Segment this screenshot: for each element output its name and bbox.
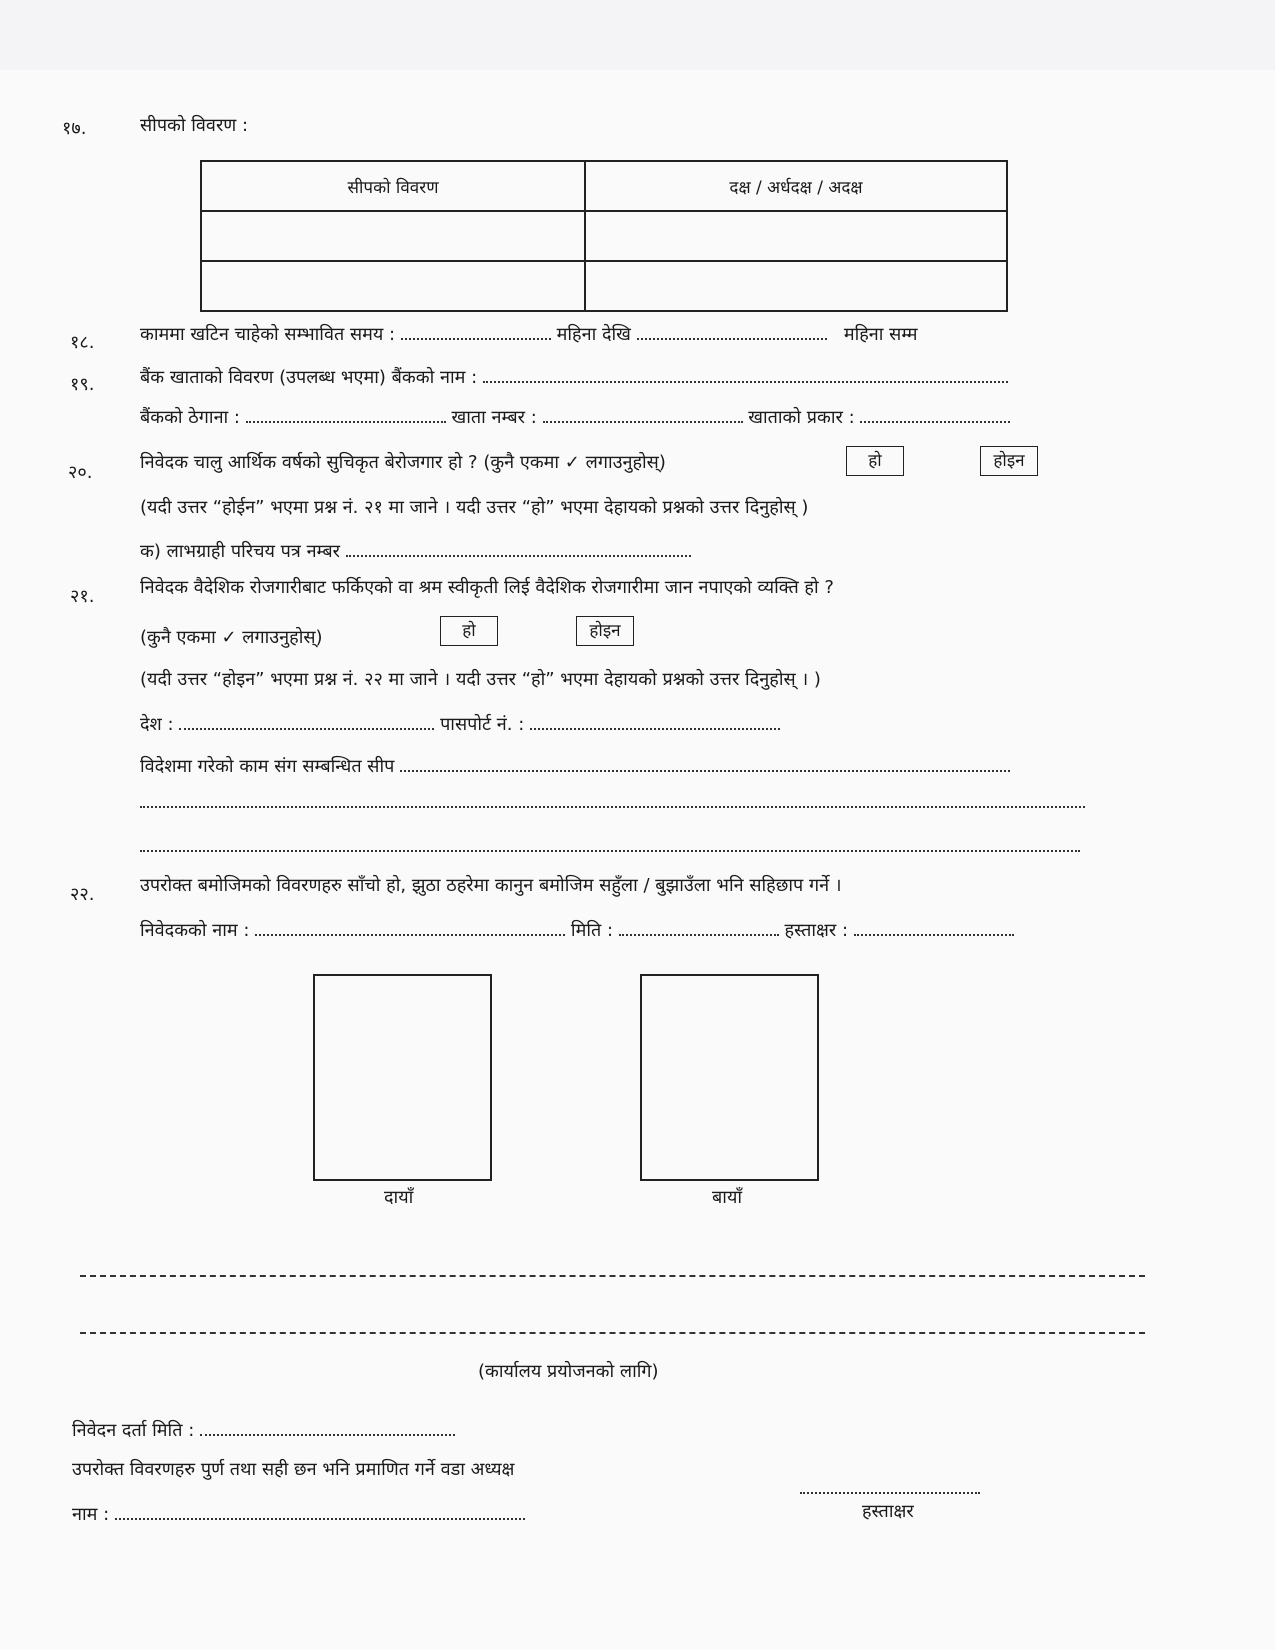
q21-note: (यदी उत्तर “होइन” भएमा प्रश्न नं. २२ मा जाने । यदी उत्तर “हो” भएमा देहायको प्रश्नको उत्तर दिनुहोस् । ) xyxy=(140,669,821,690)
q20-note: (यदी उत्तर “होईन” भएमा प्रश्न नं. २१ मा जाने । यदी उत्तर “हो” भएमा देहायको प्रश्नको उत्तर दिनुहोस् ) xyxy=(140,497,809,518)
separator-line xyxy=(80,1275,1145,1277)
signature-label: हस्ताक्षर : xyxy=(784,920,849,941)
passport-field[interactable] xyxy=(530,710,780,730)
signature-field[interactable] xyxy=(854,916,1014,936)
q20-number: २०. xyxy=(68,462,93,483)
q19-row1 xyxy=(140,363,1008,390)
q20-no-checkbox[interactable]: होइन xyxy=(980,446,1038,476)
registration-date-label: निवेदन दर्ता मिति : xyxy=(72,1420,195,1441)
proficiency-cell[interactable] xyxy=(585,261,1007,311)
separator-line xyxy=(80,1332,1145,1334)
foreign-skill-field[interactable] xyxy=(400,752,1010,772)
chair-name-row xyxy=(72,1500,525,1527)
account-type-field[interactable] xyxy=(860,403,1010,423)
account-type-label: खाताको प्रकार : xyxy=(748,407,855,428)
skill-table-header xyxy=(201,161,1007,211)
chair-signature-line[interactable] xyxy=(800,1492,980,1494)
foreign-skill-line-3[interactable] xyxy=(140,832,1080,852)
left-thumbprint-box[interactable] xyxy=(640,974,819,1181)
skill-header: सीपको विवरण xyxy=(201,161,585,211)
q18-label: काममा खटिन चाहेको सम्भावित समय : xyxy=(140,324,396,345)
q21-question: निवेदक वैदेशिक रोजगारीबाट फर्किएको वा श्रम स्वीकृती लिई वैदेशिक रोजगारीमा जान नपाएको व्यक्ति हो ? xyxy=(140,577,834,598)
skill-table xyxy=(200,160,1008,312)
q22-sign-row xyxy=(140,916,1014,943)
q20-question: निवेदक चालु आर्थिक वर्षको सुचिकृत बेरोजगार हो ? (कुनै एकमा ✓ लगाउनुहोस्) xyxy=(140,452,666,473)
q21-no-checkbox[interactable]: होइन xyxy=(576,616,634,646)
right-thumbprint-box[interactable] xyxy=(313,974,492,1181)
foreign-skill-line-2[interactable] xyxy=(140,788,1085,808)
passport-label: पासपोर्ट नं. : xyxy=(440,714,525,735)
skill-cell[interactable] xyxy=(201,211,585,261)
start-month-field[interactable] xyxy=(401,320,551,340)
date-label: मिति : xyxy=(570,920,614,941)
to-label: महिना सम्म xyxy=(843,324,918,345)
bank-address-label: बैंकको ठेगाना : xyxy=(140,407,241,428)
q18-number: १८. xyxy=(70,332,95,353)
registration-date-field[interactable] xyxy=(200,1416,455,1436)
q18-row xyxy=(140,320,917,347)
beneficiary-id-label: क) लाभग्राही परिचय पत्र नम्बर xyxy=(140,541,341,562)
proficiency-cell[interactable] xyxy=(585,211,1007,261)
q19-row2 xyxy=(140,403,1010,430)
q19-number: १९. xyxy=(70,374,95,395)
q21-number: २१. xyxy=(70,586,95,607)
q20-sub-a xyxy=(140,537,691,564)
q21-choose: (कुनै एकमा ✓ लगाउनुहोस्) xyxy=(140,627,323,648)
q21-skill-row xyxy=(140,752,1010,779)
table-row xyxy=(201,261,1007,311)
skill-cell[interactable] xyxy=(201,261,585,311)
q22-number: २२. xyxy=(70,884,95,905)
chair-signature-label: हस्ताक्षर xyxy=(862,1501,914,1522)
applicant-name-label: निवेदकको नाम : xyxy=(140,920,250,941)
table-row xyxy=(201,211,1007,261)
bank-address-field[interactable] xyxy=(246,403,446,423)
q20-yes-checkbox[interactable]: हो xyxy=(846,446,904,476)
certify-text: उपरोक्त विवरणहरु पुर्ण तथा सही छन भनि प्रमाणित गर्ने वडा अध्यक्ष xyxy=(72,1459,515,1480)
right-thumb-label: दायाँ xyxy=(384,1187,414,1208)
q22-declaration: उपरोक्त बमोजिमको विवरणहरु साँचो हो, झुठा ठहरेमा कानुन बमोजिम सहुँला / बुझाउँला भनि सहिछाप गर्ने । xyxy=(140,875,842,896)
q21-yes-checkbox[interactable]: हो xyxy=(440,616,498,646)
account-no-label: खाता नम्बर : xyxy=(451,407,537,428)
q21-country-row xyxy=(140,710,780,737)
beneficiary-id-field[interactable] xyxy=(346,537,691,557)
bank-name-field[interactable] xyxy=(483,363,1008,383)
chair-name-label: नाम : xyxy=(72,1504,110,1525)
bank-name-label: बैंक खाताको विवरण (उपलब्ध भएमा) बैंकको नाम : xyxy=(140,367,478,388)
applicant-name-field[interactable] xyxy=(255,916,565,936)
left-thumb-label: बायाँ xyxy=(712,1187,743,1208)
end-month-field[interactable] xyxy=(637,320,827,340)
registration-date-row xyxy=(72,1416,455,1443)
q17-number: १७. xyxy=(62,118,87,139)
account-no-field[interactable] xyxy=(543,403,743,423)
foreign-skill-label: विदेशमा गरेको काम संग सम्बन्धित सीप xyxy=(140,756,395,777)
office-use-title: (कार्यालय प्रयोजनको लागि) xyxy=(478,1361,659,1382)
proficiency-header: दक्ष / अर्धदक्ष / अदक्ष xyxy=(585,161,1007,211)
chair-name-field[interactable] xyxy=(115,1500,525,1520)
country-field[interactable] xyxy=(179,710,434,730)
date-field[interactable] xyxy=(619,916,779,936)
country-label: देश : xyxy=(140,714,174,735)
from-label: महिना देखि xyxy=(556,324,631,345)
q17-label: सीपको विवरण : xyxy=(140,115,249,136)
